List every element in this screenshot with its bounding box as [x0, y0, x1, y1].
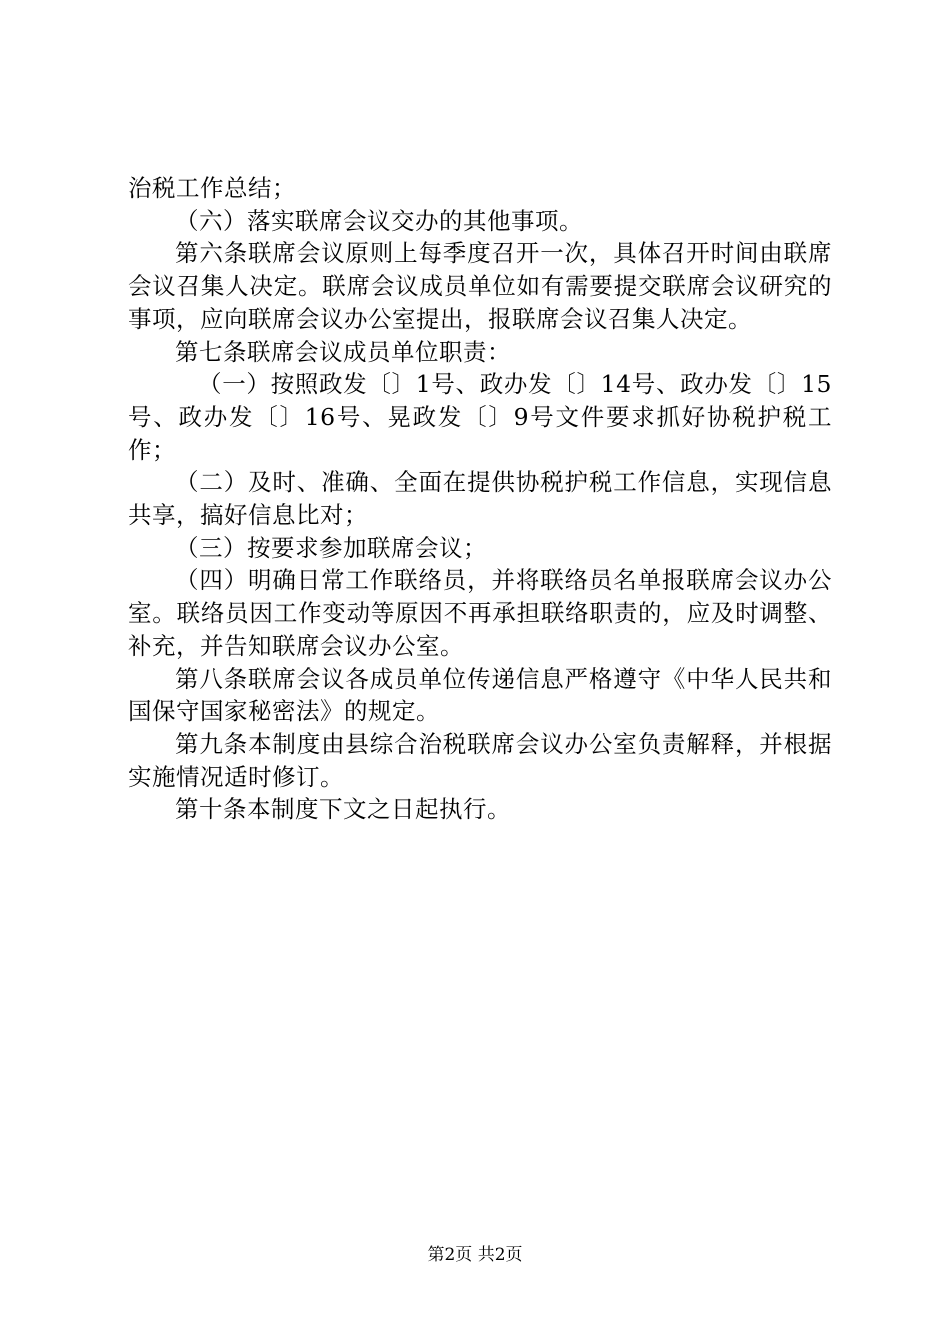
- paragraph-continuation: 治税工作总结；: [128, 174, 296, 202]
- paragraph-article-ten: 第十条本制度下文之日起执行。: [175, 795, 511, 824]
- paragraph-duty-four: （四）明确日常工作联络员，并将联络员名单报联席会议办公室。联络员因工作变动等原因不再承担联络职责的，应及时调整、补充，并告知联席会议办公室。: [128, 566, 832, 660]
- paragraph-article-six: 第六条联席会议原则上每季度召开一次，具体召开时间由联席会议召集人决定。联席会议成员单位如有需要提交联席会议研究的事项，应向联席会议办公室提出，报联席会议召集人决定。: [128, 239, 832, 333]
- document-body: [128, 172, 832, 826]
- page-number-label: 第2页 共2页: [427, 1245, 523, 1265]
- paragraph-duty-three: （三）按要求参加联席会议；: [175, 533, 487, 562]
- paragraph-article-nine: 第九条本制度由县综合治税联席会议办公室负责解释，并根据实施情况适时修订。: [128, 729, 832, 791]
- paragraph-article-seven: 第七条联席会议成员单位职责：: [175, 337, 511, 366]
- paragraph-duty-one: （一）按照政发〔〕1号、政办发〔〕14号、政办发〔〕15号、政办发〔〕16号、晃政发〔〕9号文件要求抓好协税护税工作；: [128, 370, 832, 464]
- paragraph-item-six: （六）落实联席会议交办的其他事项。: [175, 206, 583, 235]
- paragraph-article-eight: 第八条联席会议各成员单位传递信息严格遵守《中华人民共和国保守国家秘密法》的规定。: [128, 664, 832, 726]
- page-footer: [0, 1244, 950, 1266]
- paragraph-duty-two: （二）及时、准确、全面在提供协税护税工作信息，实现信息共享，搞好信息比对；: [128, 468, 832, 530]
